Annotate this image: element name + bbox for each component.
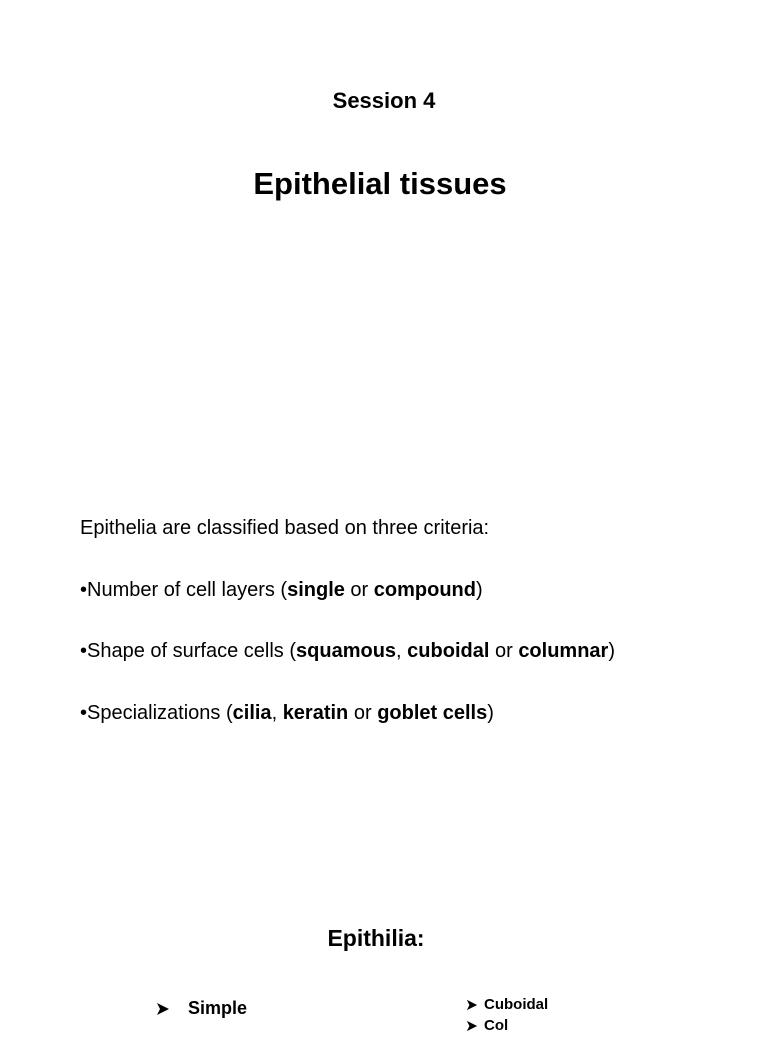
list-item-columnar <box>466 1015 508 1037</box>
list-item-label: Simple <box>188 998 248 1018</box>
criteria-text: ) <box>608 640 616 662</box>
term-cuboidal: cuboidal <box>407 640 490 662</box>
criteria-text: ) <box>487 702 494 724</box>
term-compound: compound <box>373 579 476 601</box>
criteria-item-specializations <box>80 699 494 727</box>
criteria-text: , <box>396 640 408 662</box>
term-squamous: squamous <box>296 640 397 662</box>
page-title: Epithelial tissues <box>253 166 507 201</box>
list-item-label: Col <box>484 1017 509 1034</box>
term-goblet-cells: goblet cells <box>377 702 488 724</box>
criteria-text: Shape of surface cells ( <box>87 640 297 662</box>
list-item-simple <box>156 995 247 1021</box>
session-label: Session 4 <box>332 88 436 113</box>
section-heading: Epithilia: <box>327 925 425 951</box>
arrowhead-bullet-icon <box>156 1002 170 1016</box>
criteria-item-shape <box>80 637 615 665</box>
criteria-item-layers <box>80 576 483 604</box>
criteria-text: Specializations ( <box>87 702 233 724</box>
criteria-text: or <box>344 579 374 601</box>
list-item-cuboidal <box>466 994 548 1016</box>
criteria-text: or <box>489 640 519 662</box>
term-keratin: keratin <box>282 702 349 724</box>
list-item-label: Cuboidal <box>484 996 549 1013</box>
term-single: single <box>287 579 345 601</box>
bullet: • <box>80 579 88 601</box>
criteria-text: , <box>271 702 283 724</box>
arrowhead-bullet-icon <box>466 999 478 1011</box>
criteria-text: ) <box>476 579 483 601</box>
bullet: • <box>80 640 88 662</box>
arrowhead-bullet-icon <box>466 1020 478 1032</box>
intro-text: Epithelia are classified based on three criteria: <box>80 517 490 539</box>
term-columnar: columnar <box>518 640 609 662</box>
criteria-text: Number of cell layers ( <box>87 579 288 601</box>
term-cilia: cilia <box>232 702 272 724</box>
criteria-text: or <box>348 702 378 724</box>
bullet: • <box>80 702 88 724</box>
